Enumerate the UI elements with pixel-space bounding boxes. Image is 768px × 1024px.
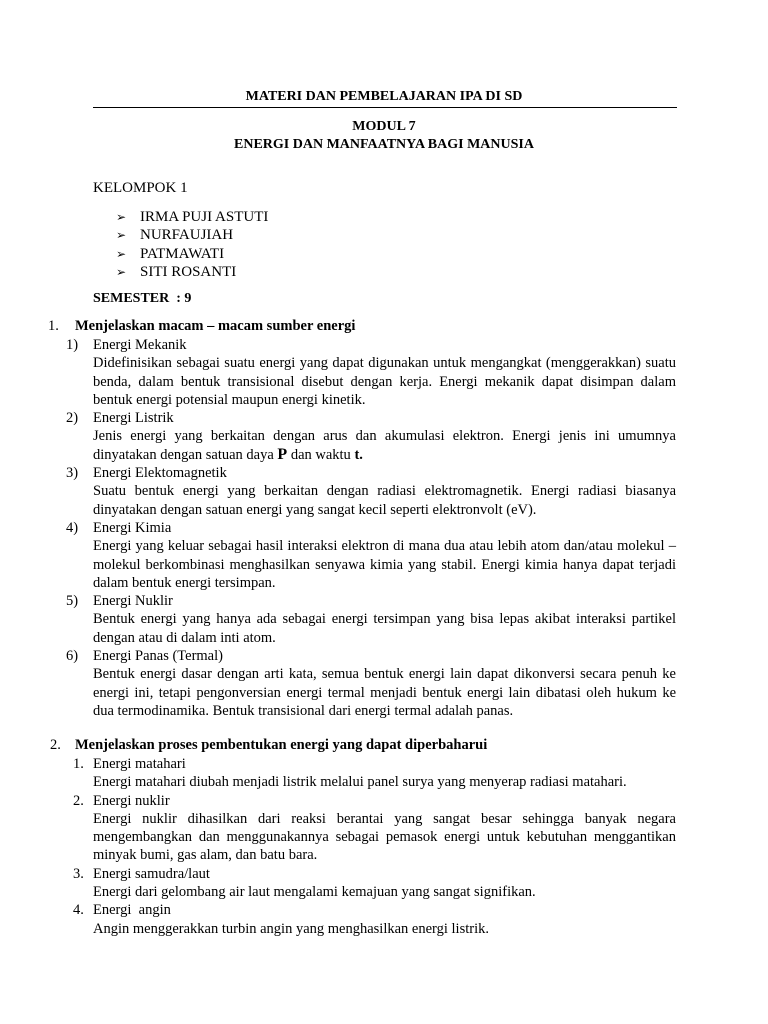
item-title: Energi angin	[93, 902, 171, 919]
item-title: Energi Kimia	[93, 519, 172, 536]
arrow-bullet-icon: ➢	[116, 228, 127, 243]
item-description: Angin menggerakkan turbin angin yang menghasilkan energi listrik.	[93, 920, 489, 937]
item-description: Bentuk energi yang hanya ada sebagai energi tersimpan yang bisa lepas akibat interaksi partikel dengan atau di dalam inti atom.	[93, 611, 676, 646]
item-title: Energi Elektomagnetik	[93, 465, 227, 482]
energy-source-list	[66, 336, 676, 720]
member-list	[116, 208, 268, 281]
list-item: 1) Energi Mekanik Didefinisikan sebagai suatu energi yang dapat digunakan untuk mengangkat (menggerakkan) suatu benda, dalam bentuk transisional disebut dengan kerja. Energi mekanik dapat disimpan dalam bentuk energi potensial maupun energi kinetik.	[66, 337, 676, 408]
member-item	[116, 208, 268, 226]
item-description: Suatu bentuk energi yang berkaitan dengan radiasi elektromagnetik. Energi radiasi biasanya dinyatakan dengan satuan energi yang sangat kecil seperti elektronvolt (eV).	[93, 483, 676, 518]
list-item: 5) Energi Nuklir Bentuk energi yang hanya ada sebagai energi tersimpan yang bisa lepas akibat interaksi partikel dengan atau di dalam inti atom.	[66, 593, 676, 646]
member-item	[116, 263, 268, 281]
item-description: Bentuk energi dasar dengan arti kata, semua bentuk energi lain dapat dikonversi secara penuh ke energi ini, tetapi pengonversian energi termal menjadi bentuk energi lain dibatasi oleh hukum ke dua termodinamika. Bentuk transisional dari energi termal adalah panas.	[93, 666, 676, 719]
item-title: Energi Panas (Termal)	[93, 648, 223, 665]
member-item	[116, 226, 268, 244]
member-name: PATMAWATI	[140, 245, 225, 262]
list-item: 2) Energi Listrik Jenis energi yang berkaitan dengan arus dan akumulasi elektron. Energi jenis ini umumnya dinyatakan dengan satuan daya P dan waktu t.	[66, 410, 676, 463]
semester-label: SEMESTER : 9	[93, 291, 192, 306]
item-title: Energi Nuklir	[93, 593, 173, 610]
list-item: 3) Energi Elektomagnetik Suatu bentuk energi yang berkaitan dengan radiasi elektromagnetik. Energi radiasi biasanya dinyatakan dengan satuan energi yang sangat kecil seperti elektronvolt (eV).	[66, 465, 676, 518]
item-description: Energi nuklir dihasilkan dari reaksi berantai yang sangat besar sehingga banyak negara mengembangkan dan menggunakannya sebagai pemasok energi untuk kebutuhan menggantikan minyak bumi, gas alam, dan batu bara.	[93, 810, 676, 864]
renewable-energy-list	[73, 755, 676, 938]
list-item: 1. Energi matahari Energi matahari diubah menjadi listrik melalui panel surya yang menyerap radiasi matahari.	[73, 755, 676, 792]
list-item: 4) Energi Kimia Energi yang keluar sebagai hasil interaksi elektron di mana dua atau lebih atom dan/atau molekul – molekul berkombinasi menghasilkan senyawa kimia yang stabil. Energi kimia hanya dapat terjadi dalam bentuk energi tersimpan.	[66, 519, 676, 591]
member-name: IRMA PUJI ASTUTI	[140, 209, 269, 225]
arrow-bullet-icon: ➢	[116, 246, 127, 261]
item-description: Energi yang keluar sebagai hasil interaksi elektron di mana dua atau lebih atom dan/atau molekul – molekul berkombinasi menghasilkan senyawa kimia yang stabil. Energi kimia hanya dapat terjadi dalam bentuk energi tersimpan.	[93, 538, 676, 591]
course-title: MATERI DAN PEMBELAJARAN IPA DI SD	[245, 89, 523, 104]
member-name: NURFAUJIAH	[140, 227, 234, 244]
list-item: 3. Energi samudra/laut Energi dari gelombang air laut mengalami kemajuan yang sangat signifikan.	[73, 865, 676, 902]
item-title: Energi matahari	[93, 756, 186, 772]
list-item: 2. Energi nuklir Energi nuklir dihasilkan dari reaksi berantai yang sangat besar sehingga banyak negara mengembangkan dan menggunakannya sebagai pemasok energi untuk kebutuhan menggantikan minyak bumi, gas alam, dan batu bara.	[73, 792, 676, 864]
member-name: SITI ROSANTI	[140, 263, 237, 280]
section-title: Menjelaskan macam – macam sumber energi	[75, 318, 356, 334]
item-description: Didefinisikan sebagai suatu energi yang dapat digunakan untuk mengangkat (menggerakkan) suatu benda, dalam bentuk transisional disebut dengan kerja. Energi mekanik dapat disimpan dalam bentuk energi potensial maupun energi kinetik.	[93, 355, 676, 408]
item-title: Energi samudra/laut	[93, 865, 210, 882]
item-title: Energi Mekanik	[93, 337, 187, 353]
list-item: 6) Energi Panas (Termal) Bentuk energi dasar dengan arti kata, semua bentuk energi lain dapat dikonversi secara penuh ke energi ini, tetapi pengonversian energi termal menjadi bentuk energi lain dibatasi oleh hukum ke dua termodinamika. Bentuk transisional dari energi termal adalah panas.	[66, 648, 676, 719]
arrow-bullet-icon: ➢	[116, 210, 127, 224]
item-description: Energi matahari diubah menjadi listrik melalui panel surya yang menyerap radiasi matahari.	[93, 774, 627, 791]
module-number: MODUL 7	[352, 119, 416, 134]
section-title: Menjelaskan proses pembentukan energi yang dapat diperbaharui	[75, 737, 488, 753]
arrow-bullet-icon: ➢	[116, 264, 127, 279]
item-description: Jenis energi yang berkaitan dengan arus dan akumulasi elektron. Energi jenis ini umumnya dinyatakan dengan satuan daya P dan waktu t.	[93, 428, 676, 463]
member-item	[116, 245, 268, 263]
section-number: 2.	[50, 737, 61, 753]
item-description: Energi dari gelombang air laut mengalami kemajuan yang sangat signifikan.	[93, 884, 536, 901]
title-divider	[93, 107, 677, 108]
section-number: 1.	[48, 318, 59, 334]
item-title: Energi Listrik	[93, 410, 174, 427]
group-label: KELOMPOK 1	[93, 180, 188, 196]
module-title: ENERGI DAN MANFAATNYA BAGI MANUSIA	[234, 137, 534, 152]
item-title: Energi nuklir	[93, 792, 170, 809]
list-item: 4. Energi angin Angin menggerakkan turbin angin yang menghasilkan energi listrik.	[73, 901, 676, 938]
